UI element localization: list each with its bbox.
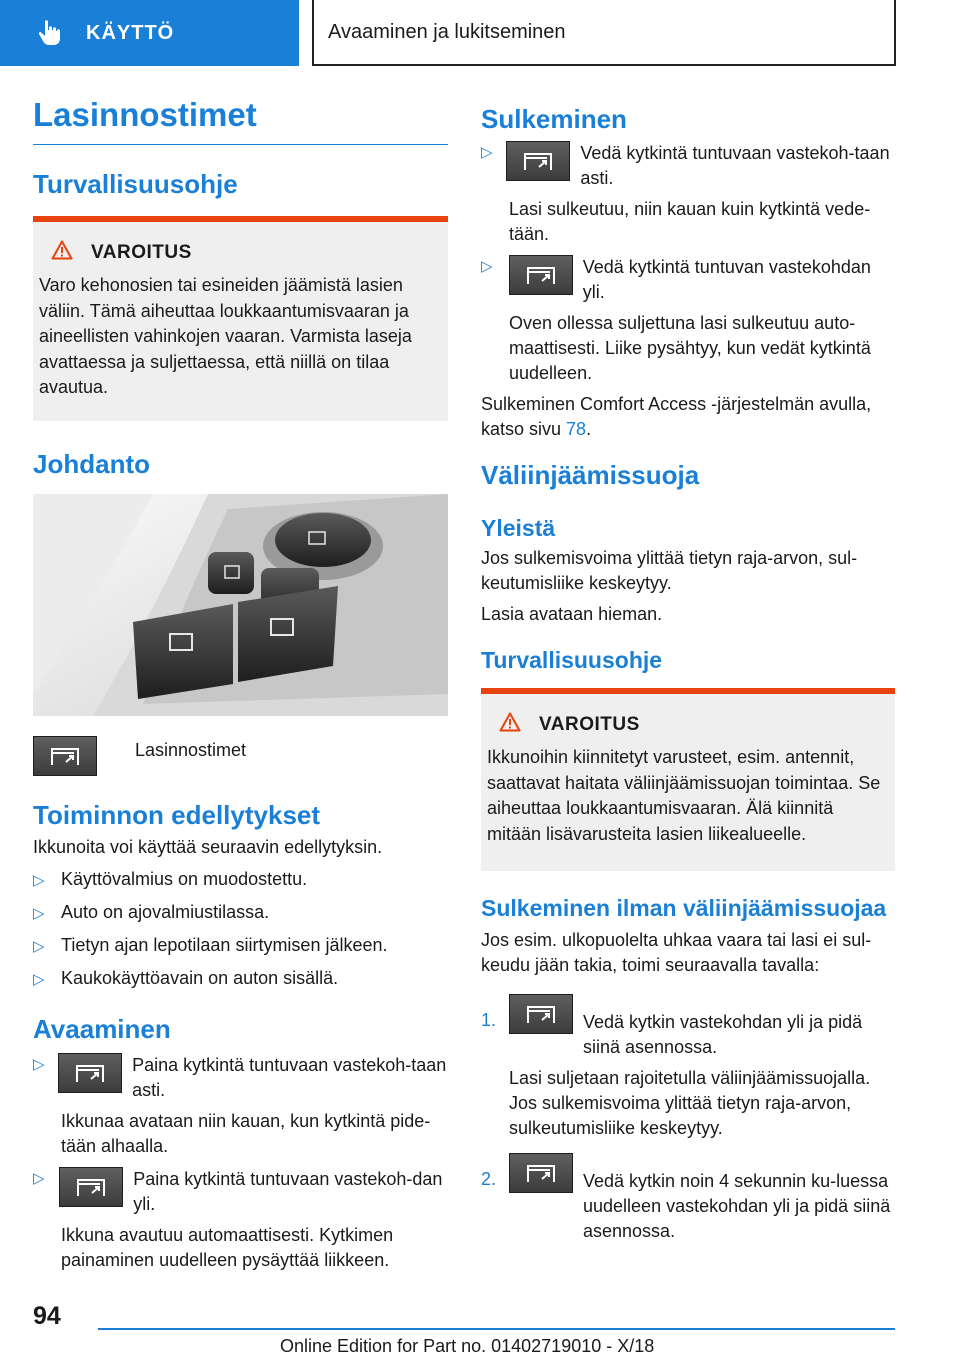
warning-box: [33, 216, 448, 421]
no-pinch-heading: Sulkeminen ilman väliinjäämissuojaa: [481, 895, 887, 921]
warning-box: [481, 688, 895, 871]
warning-text: Ikkunoihin kiinnitetyt varusteet, esim. antennit, saattavat haitata väliinjäämissuojan toimintaa. Se aiheuttaa loukkaantumisvaaran. Älä kiinnitä mitään lisävarusteita lasien liikealueelle.: [487, 747, 881, 844]
warning-title: VAROITUS: [539, 713, 640, 735]
list-item: ▷ Käyttövalmius on muodostettu.: [33, 868, 308, 889]
right-column: Sulkeminen ▷ Vedä kytkintä tuntuvaan vastekoh-taan asti. Lasi sulkeutuu, niin kauan kuin kytkintä vede-tään. ▷ Vedä kytkintä tuntuvan vastekohdan yli. Oven ollessa suljettuna lasi sulkeutuu auto-maattisesti. Liike pysähtyy, kun vedät kytkintä uudelleen. Sulkeminen Comfort Access -järjestelmän avulla, katso sivu 78. Väliinjäämissuoja Yleistä Jos sulkemisvoima ylittää tietyn raja-arvon, sul-keutumisliike keskeytyy. Lasia avataan hieman. Turvallisuusohje VAROITUS Ikkunoihin kiinnitetyt varusteet, esim. antennit, saattavat haitata väliinjäämissuojan toimintaa. Se aiheuttaa loukkaantumisvaaran. Älä kiinnitä mitään lisävarusteita lasien liikealueelle. Sulkeminen ilman väliinjäämissuojaa Jos esim. ulkopuolelta uhkaa vaara tai lasi ei sul-keudu jään takia, toimi seuraavalla tavalla: 1. Vedä kytkin vastekohdan yli ja pidä siinä asennossa. Lasi suljetaan rajoitetulla väliinjäämissuojalla. Jos sulkemisvoima ylittää tietyn raja-arvon, sulkeutumisliike keskeytyy. 2. Vedä kytkin noin 4 sekunnin ku-luessa uudelleen vastekohdan yli ja pidä siinä asennossa.: [481, 104, 895, 1244]
open-heading: Avaaminen: [33, 1013, 171, 1044]
window-switch-icon: [509, 255, 573, 295]
numbered-step: 2. Vedä kytkin noin 4 sekunnin ku-luessa uudelleen vastekohdan yli ja pidä siinä asennossa.: [481, 1153, 895, 1244]
safety-heading: Turvallisuusohje: [33, 169, 238, 199]
numbered-step: 1. Vedä kytkin vastekohdan yli ja pidä siinä asennossa. Lasi suljetaan rajoitetulla väliinjäämissuojalla. Jos sulkemisvoima ylittää tietyn raja-arvon, sulkeutumisliike keskeytyy.: [481, 994, 895, 1153]
warning-title: VAROITUS: [91, 241, 192, 263]
list-item: ▷ Auto on ajovalmiustilassa.: [33, 901, 270, 922]
list-item: ▷ Vedä kytkintä tuntuvaan vastekoh-taan asti.: [481, 143, 890, 188]
close-heading: Sulkeminen: [481, 104, 627, 134]
edition-note: Online Edition for Part no. 01402719010 - X/18: [280, 1336, 655, 1356]
breadcrumb-label: Avaaminen ja lukitseminen: [328, 20, 566, 43]
window-switch-icon: [509, 994, 573, 1034]
window-switch-icon: [506, 141, 570, 181]
general-heading: Yleistä: [481, 515, 556, 541]
window-switch-photo: [33, 494, 448, 716]
section-tab-label: KÄYTTÖ: [86, 21, 175, 44]
comfort-access-text: Sulkeminen Comfort Access -järjestelmän avulla, katso sivu 78.: [481, 394, 872, 439]
list-item: ▷ Tietyn ajan lepotilaan siirtymisen jälkeen.: [33, 934, 388, 955]
window-switch-icon: [58, 1053, 122, 1093]
warning-triangle-icon: [499, 712, 521, 737]
prereq-heading: Toiminnon edellytykset: [33, 799, 321, 830]
window-switch-icon: [59, 1167, 123, 1207]
safety-heading-2: Turvallisuusohje: [481, 647, 663, 673]
prereq-text: Ikkunoita voi käyttää seuraavin edellytyksin.: [33, 836, 383, 857]
page-number: 94: [33, 1302, 61, 1330]
intro-heading: Johdanto: [33, 448, 150, 479]
window-switch-icon: [509, 1153, 573, 1193]
breadcrumb: [312, 0, 896, 66]
hand-pointer-icon: [36, 19, 64, 47]
page-link[interactable]: 78: [566, 419, 587, 439]
footer-divider: [98, 1328, 895, 1330]
window-switch-icon: [33, 736, 97, 776]
photo-caption: Lasinnostimet: [135, 739, 247, 760]
pinch-heading: Väliinjäämissuoja: [481, 460, 700, 490]
left-column: Lasinnostimet Turvallisuusohje VAROITUS Varo kehonosien tai esineiden jäämistä lasien väliin. Tämä aiheuttaa loukkaantumisvaaran ja aineellisten vahinkojen vaaran. Varmista laseja avattaessa ja suljettaessa, että niillä on tilaa avautua. Johdanto Lasinnostimet Toiminnon edellytykset Ikkunoita voi käyttää seuraavin edellytyksin. ▷ Käyttövalmius on muodostettu. ▷ Auto on ajovalmiustilassa. ▷ Tietyn ajan lepotilaan siirtymisen jälkeen. ▷ Kaukokäyttöavain on auton sisällä. Avaaminen ▷ Paina kytkintä tuntuvaan vastekoh-taan asti. Ikkunaa avataan niin kauan, kun kytkintä pide-tään alhaalla. ▷ Paina kytkintä tuntuvaan vastekoh-dan yli. Ikkuna avautuu automaattisesti. Kytkimen painaminen uudelleen pysäyttää liikkeen.: [33, 96, 447, 1270]
list-item: ▷ Paina kytkintä tuntuvaan vastekoh-taan asti.: [33, 1054, 447, 1100]
warning-triangle-icon: [51, 240, 73, 265]
list-item: ▷ Kaukokäyttöavain on auton sisällä.: [33, 967, 339, 988]
warning-text: Varo kehonosien tai esineiden jäämistä lasien väliin. Tämä aiheuttaa loukkaantumisvaaran ja aineellisten vahinkojen vaaran. Varmista laseja avattaessa ja suljettaessa, että niillä on tilaa avautua.: [39, 275, 412, 397]
section-tab[interactable]: [0, 0, 299, 66]
list-item: ▷ Paina kytkintä tuntuvaan vastekoh-dan yli.: [33, 1168, 443, 1214]
page-title: Lasinnostimet: [33, 96, 448, 145]
list-item: ▷ Vedä kytkintä tuntuvan vastekohdan yli.: [481, 257, 871, 302]
